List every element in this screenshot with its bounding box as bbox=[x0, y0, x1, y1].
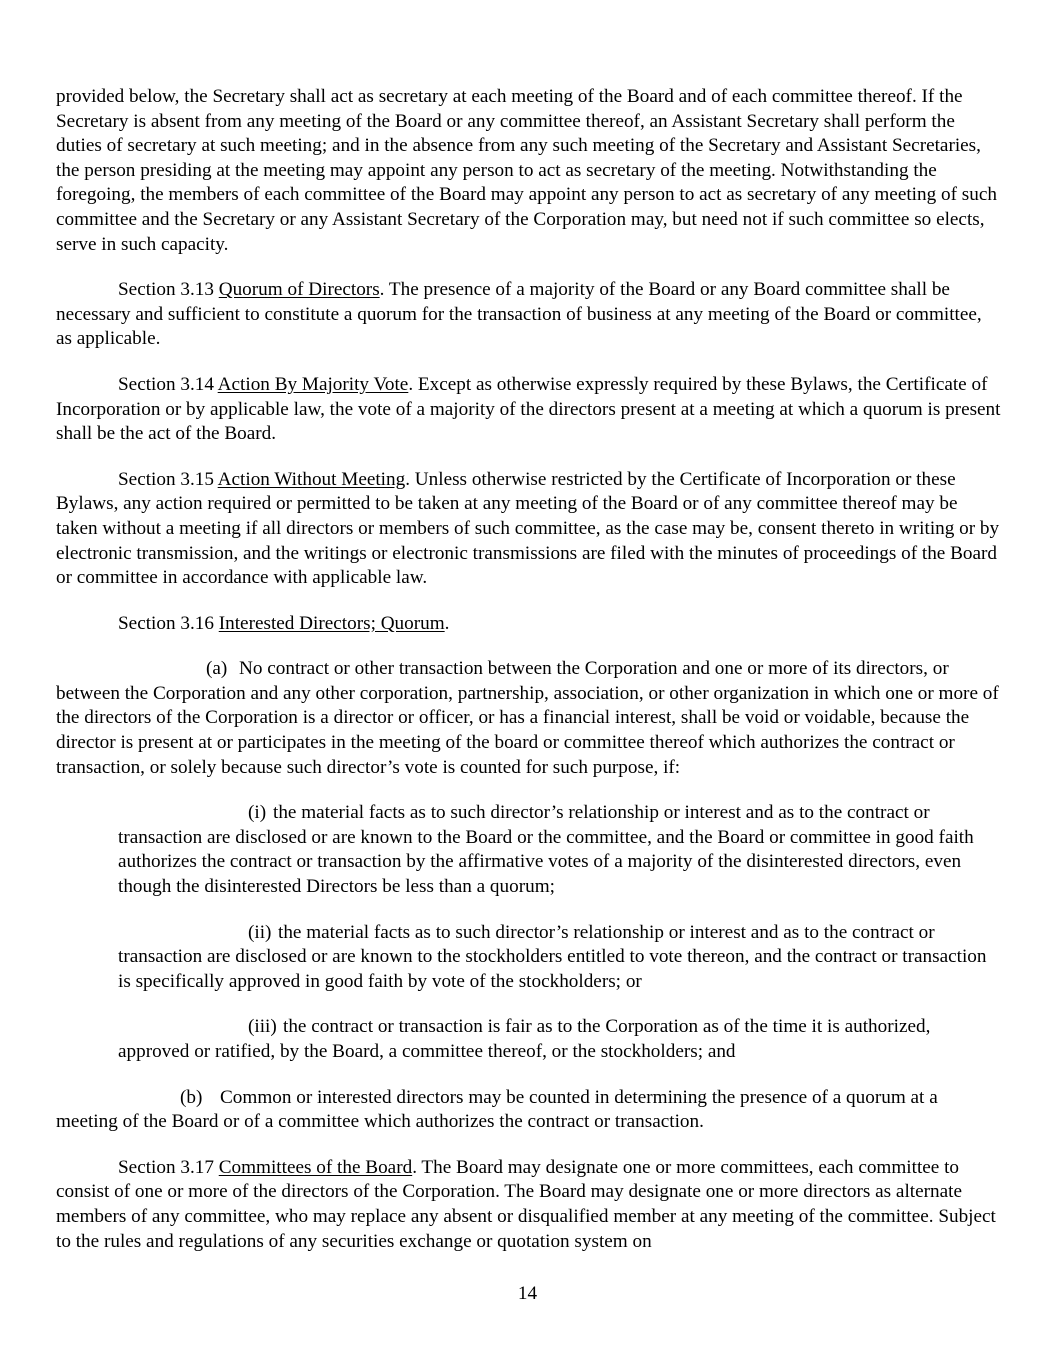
section-3-13 bbox=[56, 278, 1001, 352]
section-text: . Except as otherwise expressly required by these Bylaws, the Certificate of Incorporation or by applicable law, the vote of a majority of the directors present at a meeting at which a quorum is present shall be the act of the Board. bbox=[56, 373, 1001, 445]
section-3-17 bbox=[56, 1156, 1001, 1254]
clause-b bbox=[56, 1086, 1001, 1135]
clause-text: Common or interested directors may be counted in determining the presence of a quorum at a meeting of the Board or of a committee which authorizes the contract or transaction. bbox=[56, 1086, 938, 1133]
clause-iii bbox=[56, 1015, 1001, 1064]
section-text: . Unless otherwise restricted by the Certificate of Incorporation or these Bylaws, any action required or permitted to be taken at any meeting of the Board or of any committee thereof may be taken without a meeting if all directors or members of such committee, as the case may be, consent thereto in writing or by electronic transmission, and the writings or electronic transmissions are filed with the minutes of proceedings of the Board or committee in accordance with applicable law. bbox=[56, 468, 1000, 589]
section-text: . The presence of a majority of the Board or any Board committee shall be necessary and sufficient to constitute a quorum for the transaction of business at any meeting of the Board or committee, as applicable. bbox=[56, 279, 982, 350]
clause-label: (b) bbox=[180, 1086, 203, 1108]
section-text: . The Board may designate one or more committees, each committee to consist of one or more of the directors of the Corporation. The Board may designate one or more directors as alternate members of any committee, who may replace any absent or disqualified member at any meeting of the committee. Subject to the rules and regulations of any securities exchange or quotation system on bbox=[56, 1156, 996, 1252]
clause-label: (iii) bbox=[248, 1016, 277, 1038]
section-number: Section 3.14 bbox=[118, 373, 218, 395]
section-3-14 bbox=[56, 373, 1001, 447]
section-title: Action By Majority Vote bbox=[217, 373, 409, 395]
clause-text: the material facts as to such director’s relationship or interest and as to the contract or transaction are disclosed or are known to the stockholders entitled to vote thereon, and the contract or transaction is specifically approved in good faith by vote of the stockholders; or bbox=[118, 921, 987, 992]
section-title: Quorum of Directors bbox=[218, 279, 380, 301]
section-number: Section 3.15 bbox=[118, 468, 218, 490]
clause-text: the contract or transaction is fair as to the Corporation as of the time it is authorized, approved or ratified, by the Board, a committee thereof, or the stockholders; and bbox=[118, 1016, 931, 1062]
clause-a bbox=[56, 657, 1001, 780]
clause-ii bbox=[56, 921, 1001, 995]
section-3-16 bbox=[56, 612, 1001, 637]
page-number: 14 bbox=[517, 1283, 538, 1304]
section-number: Section 3.17 bbox=[118, 1156, 219, 1178]
section-3-15 bbox=[56, 468, 1001, 591]
clause-text: the material facts as to such director’s relationship or interest and as to the contract or transaction are disclosed or are known to the Board or the committee, and the Board or committee in good faith authorizes the contract or transaction by the affirmative votes of a majority of the disinterested directors, even though the disinterested Directors be less than a quorum; bbox=[118, 802, 974, 898]
section-title: Committees of the Board bbox=[218, 1156, 413, 1178]
paragraph-secretary: provided below, the Secretary shall act as secretary at each meeting of the Board and of each committee thereof. If the Secretary is absent from any meeting of the Board or any committee thereof, an Assistant Secretary shall perform the duties of secretary at such meeting; and in the absence from any such meeting of the Secretary and Assistant Secretaries, the person presiding at the meeting may appoint any person to act as secretary of the meeting. Notwithstanding the foregoing, the members of each committee of the Board may appoint any person to act as secretary of any meeting of such committee and the Secretary or any Assistant Secretary of the Corporation may, but need not if such committee so elects, serve in such capacity. bbox=[56, 86, 997, 255]
clause-label: (i) bbox=[248, 802, 267, 824]
clause-label: (a) bbox=[206, 658, 228, 680]
section-title: Action Without Meeting bbox=[217, 468, 406, 490]
section-number: Section 3.13 bbox=[118, 279, 219, 301]
clause-label: (ii) bbox=[248, 921, 272, 943]
clause-i bbox=[56, 801, 1001, 899]
section-text: . bbox=[444, 612, 450, 634]
section-title: Interested Directors; Quorum bbox=[218, 612, 445, 634]
document-page bbox=[56, 85, 1001, 1254]
section-number: Section 3.16 bbox=[118, 612, 219, 634]
clause-text: No contract or other transaction between the Corporation and one or more of its directors, or between the Corporation and any other corporation, partnership, association, or other organization in which one or more of the directors of the Corporation is a director or officer, or has a financial interest, shall be void or voidable, because the director is present at or participates in the meeting of the board or committee thereof which authorizes the contract or transaction, or solely because such director’s vote is counted for such purpose, if: bbox=[56, 658, 999, 778]
